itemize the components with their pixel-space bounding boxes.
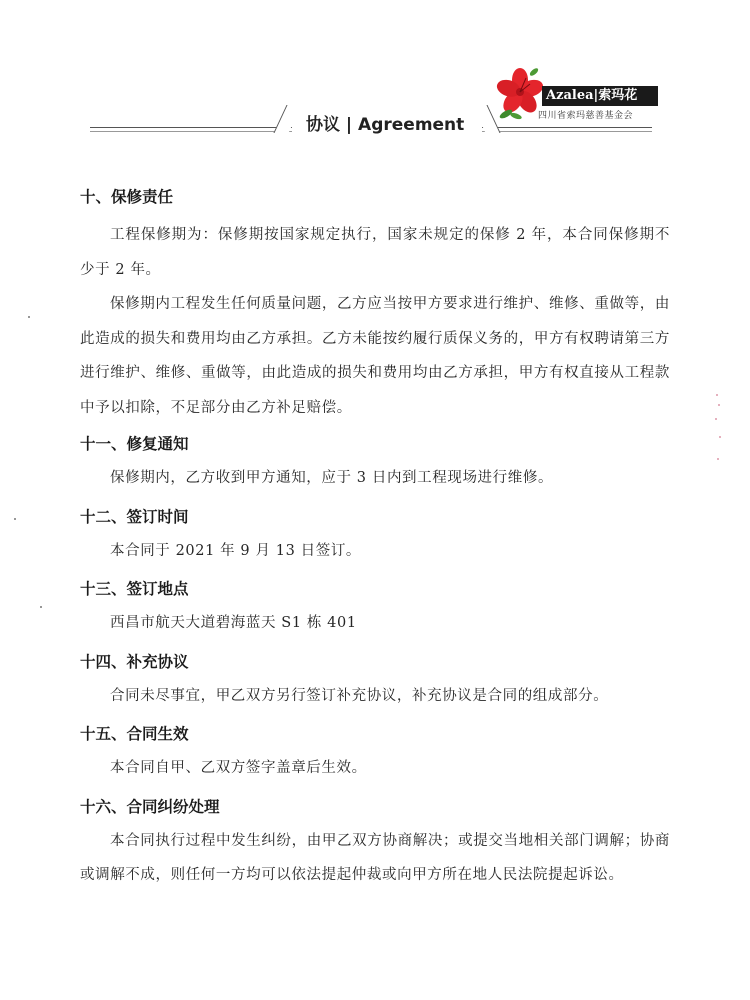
scan-dot bbox=[28, 316, 30, 318]
logo-subtitle: 四川省索玛慈善基金会 bbox=[538, 111, 634, 121]
page-header-title: 协议 | Agreement bbox=[306, 115, 465, 135]
section-signing-date bbox=[80, 500, 670, 569]
section-paragraph: 西昌市航天大道碧海蓝天 S1 栋 401 bbox=[110, 615, 357, 631]
section-heading: 十三、签订地点 bbox=[80, 580, 189, 598]
section-dispute bbox=[80, 790, 670, 893]
scan-artifact bbox=[712, 392, 726, 472]
section-heading: 十二、签订时间 bbox=[80, 507, 189, 526]
scan-dot bbox=[40, 606, 42, 608]
section-paragraph: 合同未尽事宜，甲乙双方另行签订补充协议，补充协议是合同的组成部分。 bbox=[110, 687, 609, 704]
logo-brand-text: Azalea|索玛花 bbox=[542, 86, 658, 106]
section-supplementary bbox=[80, 645, 670, 714]
section-heading: 十四、补充协议 bbox=[80, 652, 189, 671]
section-paragraph: 保修期内工程发生任何质量问题，乙方应当按甲方要求进行维护、维修、重做等，由此造成的损失和费用均由乙方承担。乙方未能按约履行质保义务的，甲方有权聘请第三方进行维护、维修、重做等，由此造成的损失和费用均由乙方承担，甲方有权直接从工程款中予以扣除，不足部分由乙方补足赔偿。 bbox=[80, 296, 670, 416]
section-paragraph: 工程保修期为：保修期按国家规定执行，国家未规定的保修 2 年，本合同保修期不少于 2 年。 bbox=[80, 227, 670, 278]
section-effectiveness bbox=[80, 717, 670, 786]
section-heading: 十五、合同生效 bbox=[80, 725, 189, 743]
section-paragraph: 本合同执行过程中发生纠纷，由甲乙双方协商解决；或提交当地相关部门调解；协商或调解不成，则任何一方均可以依法提起仲裁或向甲方所在地人民法院提起诉讼。 bbox=[80, 832, 670, 883]
section-heading: 十一、修复通知 bbox=[80, 435, 189, 453]
section-signing-place bbox=[80, 572, 670, 641]
section-heading: 十六、合同纠纷处理 bbox=[80, 797, 220, 816]
scan-dot bbox=[14, 518, 16, 520]
section-warranty bbox=[80, 180, 670, 425]
section-paragraph: 保修期内，乙方收到甲方通知，应于 3 日内到工程现场进行维修。 bbox=[110, 470, 554, 486]
section-heading: 十、保修责任 bbox=[80, 188, 174, 206]
agreement-body bbox=[80, 178, 670, 893]
section-paragraph: 本合同自甲、乙双方签字盖章后生效。 bbox=[110, 760, 367, 776]
azalea-logo bbox=[494, 66, 660, 122]
section-repair-notice bbox=[80, 427, 670, 496]
section-paragraph: 本合同于 2021 年 9 月 13 日签订。 bbox=[110, 542, 362, 559]
